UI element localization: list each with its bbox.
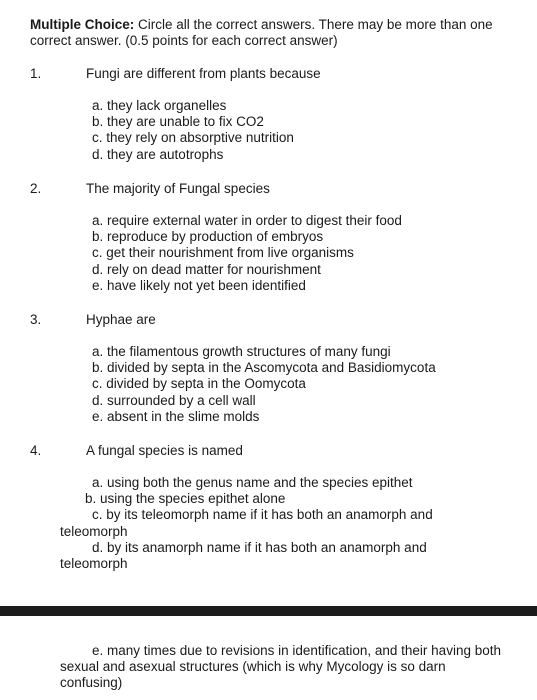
question-text: The majority of Fungal species	[86, 181, 270, 196]
option-d[interactable]: d. rely on dead matter for nourishment	[92, 261, 321, 277]
question-text: A fungal species is named	[86, 443, 243, 458]
question-number: 3.	[30, 312, 42, 327]
option-c[interactable]: c. by its teleomorph name if it has both an anamorph and teleomorph	[60, 507, 433, 539]
question-number: 2.	[30, 181, 42, 196]
instructions-text: Circle all the correct answers. There may be more than one correct answer. (0.5 points for each correct answer)	[30, 17, 493, 49]
option-list	[92, 98, 522, 163]
option-e[interactable]: e. absent in the slime molds	[92, 408, 260, 424]
option-list	[92, 213, 522, 294]
option-c[interactable]: c. get their nourishment from live organisms	[92, 245, 354, 261]
question-number: 1.	[30, 66, 42, 81]
option-e-continued[interactable]: e. many times due to revisions in identification, and their having both sexual and asexual structures (which is why Mycology is so darn confusing)	[60, 643, 501, 691]
option-a[interactable]: a. they lack organelles	[92, 98, 227, 113]
option-a[interactable]: a. require external water in order to digest their food	[92, 213, 402, 228]
option-d[interactable]: d. they are autotrophs	[92, 146, 224, 162]
option-e[interactable]: e. have likely not yet been identified	[92, 277, 306, 293]
option-list	[60, 475, 522, 572]
question-text: Hyphae are	[86, 312, 156, 327]
question-text: Fungi are different from plants because	[86, 66, 321, 81]
option-b[interactable]: b. using the species epithet alone	[85, 491, 286, 507]
instructions-heading: Multiple Choice:	[30, 17, 135, 32]
option-d[interactable]: d. by its anamorph name if it has both an anamorph and teleomorph	[60, 539, 427, 572]
option-a[interactable]: a. the filamentous growth structures of many fungi	[92, 344, 391, 359]
question-number: 4.	[30, 443, 42, 458]
option-c[interactable]: c. divided by septa in the Oomycota	[92, 376, 306, 392]
instructions	[30, 17, 525, 49]
option-b[interactable]: b. divided by septa in the Ascomycota and Basidiomycota	[92, 360, 436, 376]
option-b[interactable]: b. reproduce by production of embryos	[92, 229, 324, 245]
option-b[interactable]: b. they are unable to fix CO2	[92, 114, 264, 130]
page-break-divider	[0, 606, 537, 616]
option-list	[92, 344, 522, 425]
option-c[interactable]: c. they rely on absorptive nutrition	[92, 130, 294, 146]
option-a[interactable]: a. using both the genus name and the species epithet	[92, 475, 413, 490]
option-d[interactable]: d. surrounded by a cell wall	[92, 392, 256, 408]
